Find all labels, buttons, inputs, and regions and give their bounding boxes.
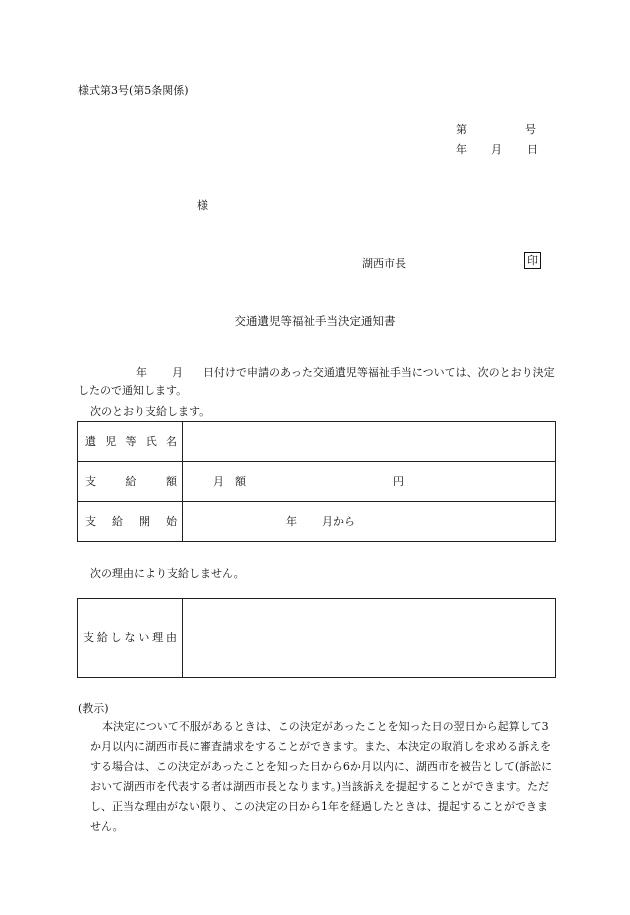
intro-year-label: 年 xyxy=(136,366,147,379)
reason-field[interactable] xyxy=(183,599,556,678)
intro-month-label: 月 xyxy=(172,366,183,379)
notice-heading: (教示) xyxy=(78,702,109,715)
notice-body: 本決定について不服があるときは、この決定があったことを知った日の翌日から起算して3か月以内に湖西市長に審査請求をすることができます。また、本決定の取消しを求める訴えをする場合は、この決定があったことを知った日から6か月以内に、湖西市を被告として(訴訟において湖西市を代表する者は湖西市長となります。)当該訴えを提起することができます。ただし、正当な理由がない限り、この決定の日から1年を経過したときは、提起することができません。 xyxy=(90,720,553,833)
payment-amount-label: 支 給 額 xyxy=(85,474,177,488)
document-number-suffix: 号 xyxy=(525,123,536,136)
document-number-prefix: 第 xyxy=(456,123,467,136)
yen-unit-label: 円 xyxy=(393,474,404,488)
table-row xyxy=(78,599,556,678)
payment-amount-field[interactable] xyxy=(183,462,556,502)
addressee-suffix: 様 xyxy=(197,199,208,212)
payment-start-field[interactable] xyxy=(183,502,556,542)
issuer-name: 湖西市長 xyxy=(362,257,406,270)
form-number: 様式第3号(第5条関係) xyxy=(78,84,189,97)
intro-text: 日付けで申請のあった交通遺児等福祉手当については、次のとおり決定したので通知します。 xyxy=(78,366,555,397)
label-cell-reason xyxy=(78,599,183,678)
payment-note: 次のとおり支給します。 xyxy=(90,405,211,418)
seal-icon: 印 xyxy=(524,252,541,269)
reason-table xyxy=(77,598,556,678)
monthly-amount-label: 月 額 xyxy=(213,474,246,488)
label-cell-orphan-name xyxy=(78,422,183,462)
date-year-label: 年 xyxy=(456,143,467,156)
reason-label: 支 給 し な い 理 由 xyxy=(83,631,177,645)
label-cell-payment-start xyxy=(78,502,183,542)
payment-table xyxy=(77,421,556,542)
start-year-label: 年 xyxy=(286,514,297,528)
date-day-label: 日 xyxy=(527,143,538,156)
table-row xyxy=(78,422,556,462)
reason-note: 次の理由により支給しません。 xyxy=(90,567,245,580)
payment-start-label: 支 給 開 始 xyxy=(85,514,177,528)
label-cell-payment-amount xyxy=(78,462,183,502)
table-row xyxy=(78,462,556,502)
intro-paragraph xyxy=(78,364,556,400)
table-row xyxy=(78,502,556,542)
start-month-from-label: 月から xyxy=(322,514,355,528)
date-month-label: 月 xyxy=(491,143,502,156)
orphan-name-field[interactable] xyxy=(183,422,556,462)
orphan-name-label: 遺 児 等 氏 名 xyxy=(85,434,177,448)
document-title: 交通遺児等福祉手当決定通知書 xyxy=(234,314,396,328)
